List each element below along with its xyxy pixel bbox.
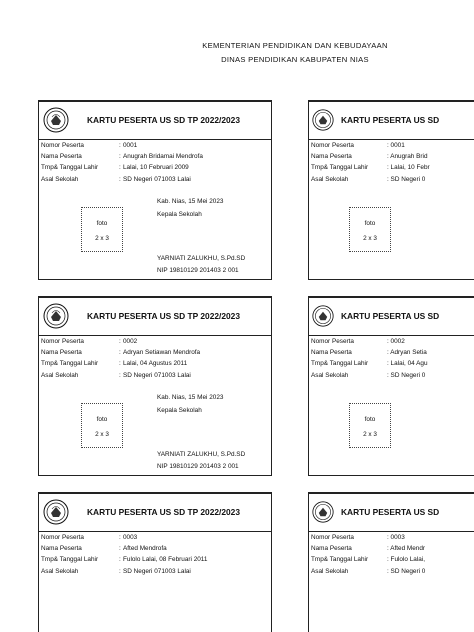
school-emblem-icon (312, 303, 334, 329)
card-title-row (309, 494, 474, 532)
value-nomor: 0003 (123, 534, 138, 541)
label-ttl: Tmp& Tanggal Lahir (41, 360, 99, 367)
colon: : (119, 360, 121, 367)
card-title-row (309, 298, 474, 336)
card-title: KARTU PESERTA US SD TP 2022/2023 (87, 115, 240, 125)
label-asal: Asal Sekolah (41, 372, 79, 379)
colon: : (119, 372, 121, 379)
school-emblem-icon (43, 499, 69, 525)
card-title: KARTU PESERTA US SD (341, 311, 440, 321)
label-nomor: Nomor Peserta (41, 338, 84, 345)
photo-size: 2 x 3 (95, 431, 109, 438)
label-ttl: Tmp& Tanggal Lahir (41, 556, 99, 563)
signature-nip: NIP 19810129 201403 2 001 (157, 463, 239, 470)
label-ttl: Tmp& Tanggal Lahir (41, 164, 99, 171)
label-ttl: Tmp& Tanggal Lahir (311, 360, 369, 367)
photo-placeholder (349, 403, 391, 448)
label-nomor: Nomor Peserta (41, 142, 84, 149)
label-nama: Nama Peserta (41, 153, 82, 160)
value-nomor: 0002 (123, 338, 138, 345)
label-nama: Nama Peserta (41, 545, 82, 552)
value-asal: : SD Negeri 0 (387, 176, 426, 183)
card-2-left (38, 296, 272, 476)
value-nomor: : 0002 (387, 338, 405, 345)
label-nomor: Nomor Peserta (311, 534, 354, 541)
signature-place-date: Kab. Nias, 15 Mei 2023 (157, 198, 224, 205)
card-3-right (308, 492, 474, 632)
photo-size: 2 x 3 (363, 431, 377, 438)
value-ttl: : Fulolo Lalai, (387, 556, 426, 563)
card-title: KARTU PESERTA US SD TP 2022/2023 (87, 311, 240, 321)
photo-label: foto (364, 416, 376, 423)
value-nama: : Afted Mendr (387, 545, 426, 552)
value-nama: : Adryan Setia (387, 349, 427, 356)
value-asal: : SD Negeri 0 (387, 568, 426, 575)
value-ttl: : Lalai, 10 Febr (387, 164, 430, 171)
header-line-1: KEMENTERIAN PENDIDIKAN DAN KEBUDAYAAN (202, 41, 388, 50)
school-emblem-icon (312, 499, 334, 525)
colon: : (119, 153, 121, 160)
label-asal: Asal Sekolah (41, 176, 79, 183)
card-1-left (38, 100, 272, 280)
label-nomor: Nomor Peserta (311, 338, 354, 345)
colon: : (119, 338, 121, 345)
photo-size: 2 x 3 (95, 235, 109, 242)
signature-position: Kepala Sekolah (157, 407, 202, 414)
value-ttl: : Lalai, 04 Agu (387, 360, 428, 367)
value-nama: Adryan Setiawan Mendrofa (123, 349, 201, 356)
card-title-row (39, 298, 271, 336)
label-ttl: Tmp& Tanggal Lahir (311, 556, 369, 563)
signature-place-date: Kab. Nias, 15 Mei 2023 (157, 394, 224, 401)
card-1-right (308, 100, 474, 280)
value-nama: Anugrah Bridamai Mendrofa (123, 153, 203, 160)
label-asal: Asal Sekolah (311, 176, 349, 183)
card-2-right (308, 296, 474, 476)
value-nama: Afted Mendrofa (123, 545, 167, 552)
card-title: KARTU PESERTA US SD (341, 507, 440, 517)
label-asal: Asal Sekolah (311, 372, 349, 379)
value-asal: SD Negeri 071003 Lalai (123, 372, 191, 379)
school-emblem-icon (43, 303, 69, 329)
school-emblem-icon (43, 107, 69, 133)
value-nama: : Anugrah Brid (387, 153, 428, 160)
photo-placeholder (81, 207, 123, 252)
label-nama: Nama Peserta (311, 153, 352, 160)
header-line-2: DINAS PENDIDIKAN KABUPATEN NIAS (221, 55, 369, 64)
photo-placeholder (81, 403, 123, 448)
card-3-left (38, 492, 272, 632)
colon: : (119, 176, 121, 183)
signature-nip: NIP 19810129 201403 2 001 (157, 267, 239, 274)
card-title-row (39, 102, 271, 140)
value-ttl: Lalai, 04 Agustus 2011 (123, 360, 188, 367)
label-nomor: Nomor Peserta (41, 534, 84, 541)
colon: : (119, 164, 121, 171)
value-asal: : SD Negeri 0 (387, 372, 426, 379)
value-nomor: 0001 (123, 142, 138, 149)
school-emblem-icon (312, 107, 334, 133)
label-nama: Nama Peserta (311, 349, 352, 356)
photo-size: 2 x 3 (363, 235, 377, 242)
label-nomor: Nomor Peserta (311, 142, 354, 149)
photo-placeholder (349, 207, 391, 252)
card-title-row (309, 102, 474, 140)
label-nama: Nama Peserta (41, 349, 82, 356)
value-ttl: Lalai, 10 Februari 2009 (123, 164, 189, 171)
value-nomor: : 0003 (387, 534, 405, 541)
card-title-row (39, 494, 271, 532)
photo-label: foto (96, 416, 108, 423)
value-ttl: Fulolo Lalai, 08 Februari 2011 (123, 556, 208, 563)
colon: : (119, 568, 121, 575)
colon: : (119, 349, 121, 356)
label-nama: Nama Peserta (311, 545, 352, 552)
label-asal: Asal Sekolah (41, 568, 79, 575)
value-asal: SD Negeri 071003 Lalai (123, 176, 191, 183)
label-asal: Asal Sekolah (311, 568, 349, 575)
photo-label: foto (96, 220, 108, 227)
card-title: KARTU PESERTA US SD (341, 115, 440, 125)
card-title: KARTU PESERTA US SD TP 2022/2023 (87, 507, 240, 517)
value-asal: SD Negeri 071003 Lalai (123, 568, 191, 575)
colon: : (119, 142, 121, 149)
value-nomor: : 0001 (387, 142, 405, 149)
colon: : (119, 534, 121, 541)
signature-name: YARNIATI ZALUKHU, S.Pd.SD (157, 255, 246, 262)
signature-position: Kepala Sekolah (157, 211, 202, 218)
colon: : (119, 545, 121, 552)
colon: : (119, 556, 121, 563)
label-ttl: Tmp& Tanggal Lahir (311, 164, 369, 171)
signature-name: YARNIATI ZALUKHU, S.Pd.SD (157, 451, 246, 458)
photo-label: foto (364, 220, 376, 227)
